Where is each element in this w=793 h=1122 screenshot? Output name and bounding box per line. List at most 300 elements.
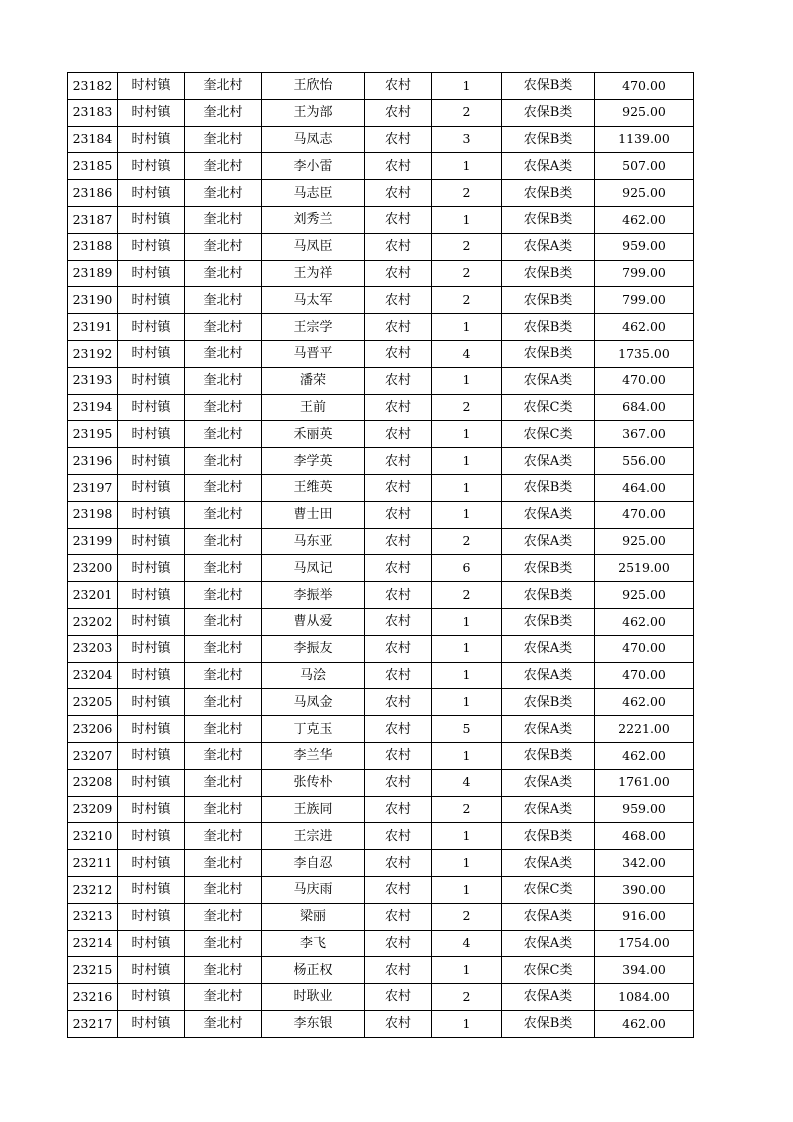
village-cell: 奎北村: [185, 957, 262, 984]
amount-cell: 462.00: [595, 1010, 694, 1037]
village-cell: 奎北村: [185, 1010, 262, 1037]
table-row: [68, 501, 694, 528]
serial-number-cell: 23184: [68, 126, 118, 153]
serial-number-cell: 23215: [68, 957, 118, 984]
category-cell: 农保B类: [502, 474, 595, 501]
household-size-cell: 2: [432, 233, 502, 260]
name-cell: 王宗进: [262, 823, 365, 850]
town-cell: 时村镇: [118, 99, 185, 126]
category-cell: 农保C类: [502, 876, 595, 903]
serial-number-cell: 23187: [68, 206, 118, 233]
area-type-cell: 农村: [365, 716, 432, 743]
serial-number-cell: 23211: [68, 850, 118, 877]
category-cell: 农保A类: [502, 501, 595, 528]
serial-number-cell: 23202: [68, 608, 118, 635]
table-row: [68, 796, 694, 823]
name-cell: 王为部: [262, 99, 365, 126]
area-type-cell: 农村: [365, 448, 432, 475]
serial-number-cell: 23191: [68, 314, 118, 341]
household-size-cell: 1: [432, 421, 502, 448]
household-size-cell: 1: [432, 689, 502, 716]
serial-number-cell: 23189: [68, 260, 118, 287]
category-cell: 农保B类: [502, 314, 595, 341]
name-cell: 马太军: [262, 287, 365, 314]
village-cell: 奎北村: [185, 340, 262, 367]
village-cell: 奎北村: [185, 126, 262, 153]
town-cell: 时村镇: [118, 823, 185, 850]
table-row: [68, 99, 694, 126]
serial-number-cell: 23206: [68, 716, 118, 743]
area-type-cell: 农村: [365, 823, 432, 850]
name-cell: 李兰华: [262, 742, 365, 769]
name-cell: 丁克玉: [262, 716, 365, 743]
household-size-cell: 1: [432, 608, 502, 635]
name-cell: 马晋平: [262, 340, 365, 367]
amount-cell: 1761.00: [595, 769, 694, 796]
table-row: [68, 689, 694, 716]
category-cell: 农保B类: [502, 206, 595, 233]
name-cell: 李东银: [262, 1010, 365, 1037]
table-row: [68, 153, 694, 180]
name-cell: 时耿业: [262, 984, 365, 1011]
table-row: [68, 716, 694, 743]
name-cell: 杨正权: [262, 957, 365, 984]
name-cell: 马凤金: [262, 689, 365, 716]
category-cell: 农保B类: [502, 260, 595, 287]
name-cell: 王族同: [262, 796, 365, 823]
table-row: [68, 73, 694, 100]
town-cell: 时村镇: [118, 742, 185, 769]
village-cell: 奎北村: [185, 180, 262, 207]
table-body: [68, 73, 694, 1038]
area-type-cell: 农村: [365, 635, 432, 662]
name-cell: 马庆雨: [262, 876, 365, 903]
category-cell: 农保A类: [502, 448, 595, 475]
village-cell: 奎北村: [185, 233, 262, 260]
serial-number-cell: 23208: [68, 769, 118, 796]
area-type-cell: 农村: [365, 180, 432, 207]
category-cell: 农保C类: [502, 957, 595, 984]
village-cell: 奎北村: [185, 474, 262, 501]
household-size-cell: 1: [432, 367, 502, 394]
town-cell: 时村镇: [118, 662, 185, 689]
name-cell: 马凤志: [262, 126, 365, 153]
household-size-cell: 1: [432, 314, 502, 341]
village-cell: 奎北村: [185, 582, 262, 609]
amount-cell: 470.00: [595, 635, 694, 662]
town-cell: 时村镇: [118, 957, 185, 984]
serial-number-cell: 23188: [68, 233, 118, 260]
category-cell: 农保A类: [502, 662, 595, 689]
area-type-cell: 农村: [365, 206, 432, 233]
area-type-cell: 农村: [365, 555, 432, 582]
area-type-cell: 农村: [365, 769, 432, 796]
household-size-cell: 2: [432, 903, 502, 930]
household-size-cell: 4: [432, 769, 502, 796]
name-cell: 马凤记: [262, 555, 365, 582]
amount-cell: 390.00: [595, 876, 694, 903]
table-row: [68, 287, 694, 314]
amount-cell: 2221.00: [595, 716, 694, 743]
village-cell: 奎北村: [185, 769, 262, 796]
town-cell: 时村镇: [118, 501, 185, 528]
category-cell: 农保A类: [502, 153, 595, 180]
village-cell: 奎北村: [185, 421, 262, 448]
name-cell: 李振友: [262, 635, 365, 662]
table-row: [68, 233, 694, 260]
name-cell: 潘荣: [262, 367, 365, 394]
area-type-cell: 农村: [365, 260, 432, 287]
serial-number-cell: 23186: [68, 180, 118, 207]
name-cell: 禾丽英: [262, 421, 365, 448]
table-row: [68, 903, 694, 930]
household-size-cell: 1: [432, 876, 502, 903]
serial-number-cell: 23197: [68, 474, 118, 501]
amount-cell: 462.00: [595, 206, 694, 233]
village-cell: 奎北村: [185, 796, 262, 823]
household-size-cell: 1: [432, 635, 502, 662]
amount-cell: 394.00: [595, 957, 694, 984]
village-cell: 奎北村: [185, 260, 262, 287]
town-cell: 时村镇: [118, 635, 185, 662]
serial-number-cell: 23207: [68, 742, 118, 769]
category-cell: 农保B类: [502, 582, 595, 609]
category-cell: 农保C类: [502, 394, 595, 421]
household-size-cell: 1: [432, 957, 502, 984]
amount-cell: 1084.00: [595, 984, 694, 1011]
town-cell: 时村镇: [118, 1010, 185, 1037]
serial-number-cell: 23190: [68, 287, 118, 314]
category-cell: 农保A类: [502, 769, 595, 796]
table-row: [68, 126, 694, 153]
town-cell: 时村镇: [118, 608, 185, 635]
amount-cell: 799.00: [595, 260, 694, 287]
serial-number-cell: 23200: [68, 555, 118, 582]
household-size-cell: 4: [432, 340, 502, 367]
table-row: [68, 984, 694, 1011]
amount-cell: 925.00: [595, 180, 694, 207]
amount-cell: 799.00: [595, 287, 694, 314]
category-cell: 农保A类: [502, 635, 595, 662]
area-type-cell: 农村: [365, 421, 432, 448]
village-cell: 奎北村: [185, 394, 262, 421]
amount-cell: 1735.00: [595, 340, 694, 367]
serial-number-cell: 23185: [68, 153, 118, 180]
table-row: [68, 474, 694, 501]
table-row: [68, 260, 694, 287]
household-size-cell: 2: [432, 287, 502, 314]
table-row: [68, 608, 694, 635]
town-cell: 时村镇: [118, 73, 185, 100]
serial-number-cell: 23214: [68, 930, 118, 957]
area-type-cell: 农村: [365, 903, 432, 930]
amount-cell: 342.00: [595, 850, 694, 877]
village-cell: 奎北村: [185, 99, 262, 126]
amount-cell: 462.00: [595, 689, 694, 716]
category-cell: 农保C类: [502, 421, 595, 448]
area-type-cell: 农村: [365, 394, 432, 421]
village-cell: 奎北村: [185, 153, 262, 180]
area-type-cell: 农村: [365, 957, 432, 984]
category-cell: 农保B类: [502, 99, 595, 126]
serial-number-cell: 23201: [68, 582, 118, 609]
town-cell: 时村镇: [118, 689, 185, 716]
household-size-cell: 2: [432, 796, 502, 823]
household-size-cell: 3: [432, 126, 502, 153]
name-cell: 李学英: [262, 448, 365, 475]
village-cell: 奎北村: [185, 635, 262, 662]
name-cell: 王为祥: [262, 260, 365, 287]
household-size-cell: 5: [432, 716, 502, 743]
town-cell: 时村镇: [118, 260, 185, 287]
category-cell: 农保B类: [502, 823, 595, 850]
category-cell: 农保B类: [502, 1010, 595, 1037]
household-size-cell: 1: [432, 850, 502, 877]
amount-cell: 2519.00: [595, 555, 694, 582]
category-cell: 农保B类: [502, 73, 595, 100]
table-row: [68, 635, 694, 662]
name-cell: 曹士田: [262, 501, 365, 528]
table-row: [68, 823, 694, 850]
table-row: [68, 340, 694, 367]
table-row: [68, 421, 694, 448]
table-row: [68, 555, 694, 582]
village-cell: 奎北村: [185, 716, 262, 743]
serial-number-cell: 23195: [68, 421, 118, 448]
serial-number-cell: 23216: [68, 984, 118, 1011]
town-cell: 时村镇: [118, 930, 185, 957]
village-cell: 奎北村: [185, 367, 262, 394]
serial-number-cell: 23183: [68, 99, 118, 126]
amount-cell: 462.00: [595, 608, 694, 635]
category-cell: 农保B类: [502, 608, 595, 635]
town-cell: 时村镇: [118, 984, 185, 1011]
town-cell: 时村镇: [118, 528, 185, 555]
town-cell: 时村镇: [118, 314, 185, 341]
amount-cell: 959.00: [595, 233, 694, 260]
amount-cell: 916.00: [595, 903, 694, 930]
name-cell: 梁丽: [262, 903, 365, 930]
household-size-cell: 2: [432, 180, 502, 207]
household-size-cell: 6: [432, 555, 502, 582]
area-type-cell: 农村: [365, 930, 432, 957]
area-type-cell: 农村: [365, 233, 432, 260]
category-cell: 农保B类: [502, 742, 595, 769]
household-size-cell: 1: [432, 662, 502, 689]
category-cell: 农保A类: [502, 716, 595, 743]
serial-number-cell: 23196: [68, 448, 118, 475]
name-cell: 李小雷: [262, 153, 365, 180]
serial-number-cell: 23193: [68, 367, 118, 394]
area-type-cell: 农村: [365, 689, 432, 716]
serial-number-cell: 23217: [68, 1010, 118, 1037]
town-cell: 时村镇: [118, 769, 185, 796]
town-cell: 时村镇: [118, 394, 185, 421]
household-size-cell: 1: [432, 823, 502, 850]
serial-number-cell: 23210: [68, 823, 118, 850]
name-cell: 李自忍: [262, 850, 365, 877]
household-size-cell: 2: [432, 528, 502, 555]
category-cell: 农保B类: [502, 180, 595, 207]
village-cell: 奎北村: [185, 984, 262, 1011]
amount-cell: 1139.00: [595, 126, 694, 153]
village-cell: 奎北村: [185, 689, 262, 716]
area-type-cell: 农村: [365, 340, 432, 367]
household-size-cell: 2: [432, 260, 502, 287]
category-cell: 农保A类: [502, 930, 595, 957]
village-cell: 奎北村: [185, 903, 262, 930]
area-type-cell: 农村: [365, 314, 432, 341]
village-cell: 奎北村: [185, 206, 262, 233]
table-row: [68, 957, 694, 984]
area-type-cell: 农村: [365, 501, 432, 528]
area-type-cell: 农村: [365, 367, 432, 394]
household-size-cell: 1: [432, 206, 502, 233]
town-cell: 时村镇: [118, 716, 185, 743]
household-size-cell: 2: [432, 99, 502, 126]
serial-number-cell: 23182: [68, 73, 118, 100]
household-size-cell: 2: [432, 582, 502, 609]
name-cell: 马东亚: [262, 528, 365, 555]
town-cell: 时村镇: [118, 340, 185, 367]
amount-cell: 470.00: [595, 501, 694, 528]
area-type-cell: 农村: [365, 99, 432, 126]
table-row: [68, 528, 694, 555]
household-size-cell: 1: [432, 501, 502, 528]
category-cell: 农保B类: [502, 287, 595, 314]
amount-cell: 925.00: [595, 528, 694, 555]
table-row: [68, 394, 694, 421]
name-cell: 李振举: [262, 582, 365, 609]
town-cell: 时村镇: [118, 153, 185, 180]
town-cell: 时村镇: [118, 233, 185, 260]
town-cell: 时村镇: [118, 582, 185, 609]
village-cell: 奎北村: [185, 528, 262, 555]
name-cell: 马浍: [262, 662, 365, 689]
village-cell: 奎北村: [185, 314, 262, 341]
amount-cell: 684.00: [595, 394, 694, 421]
amount-cell: 556.00: [595, 448, 694, 475]
area-type-cell: 农村: [365, 850, 432, 877]
village-cell: 奎北村: [185, 448, 262, 475]
amount-cell: 470.00: [595, 367, 694, 394]
name-cell: 李飞: [262, 930, 365, 957]
table-row: [68, 930, 694, 957]
name-cell: 王维英: [262, 474, 365, 501]
serial-number-cell: 23203: [68, 635, 118, 662]
area-type-cell: 农村: [365, 796, 432, 823]
town-cell: 时村镇: [118, 367, 185, 394]
amount-cell: 464.00: [595, 474, 694, 501]
table-row: [68, 876, 694, 903]
village-cell: 奎北村: [185, 742, 262, 769]
town-cell: 时村镇: [118, 474, 185, 501]
area-type-cell: 农村: [365, 474, 432, 501]
category-cell: 农保A类: [502, 903, 595, 930]
name-cell: 马志臣: [262, 180, 365, 207]
village-cell: 奎北村: [185, 555, 262, 582]
town-cell: 时村镇: [118, 421, 185, 448]
category-cell: 农保B类: [502, 689, 595, 716]
table-row: [68, 206, 694, 233]
household-size-cell: 1: [432, 73, 502, 100]
area-type-cell: 农村: [365, 984, 432, 1011]
table-row: [68, 742, 694, 769]
table-row: [68, 582, 694, 609]
town-cell: 时村镇: [118, 796, 185, 823]
amount-cell: 462.00: [595, 742, 694, 769]
area-type-cell: 农村: [365, 582, 432, 609]
household-size-cell: 2: [432, 984, 502, 1011]
area-type-cell: 农村: [365, 126, 432, 153]
amount-cell: 925.00: [595, 99, 694, 126]
town-cell: 时村镇: [118, 180, 185, 207]
town-cell: 时村镇: [118, 287, 185, 314]
household-size-cell: 2: [432, 394, 502, 421]
amount-cell: 507.00: [595, 153, 694, 180]
household-size-cell: 1: [432, 1010, 502, 1037]
household-size-cell: 1: [432, 742, 502, 769]
area-type-cell: 农村: [365, 608, 432, 635]
village-cell: 奎北村: [185, 287, 262, 314]
category-cell: 农保B类: [502, 340, 595, 367]
table-row: [68, 448, 694, 475]
amount-cell: 367.00: [595, 421, 694, 448]
serial-number-cell: 23192: [68, 340, 118, 367]
village-cell: 奎北村: [185, 73, 262, 100]
area-type-cell: 农村: [365, 287, 432, 314]
name-cell: 马凤臣: [262, 233, 365, 260]
name-cell: 曹从爱: [262, 608, 365, 635]
table-row: [68, 850, 694, 877]
name-cell: 刘秀兰: [262, 206, 365, 233]
table-row: [68, 662, 694, 689]
serial-number-cell: 23194: [68, 394, 118, 421]
village-cell: 奎北村: [185, 823, 262, 850]
village-cell: 奎北村: [185, 608, 262, 635]
name-cell: 王前: [262, 394, 365, 421]
table-row: [68, 180, 694, 207]
town-cell: 时村镇: [118, 555, 185, 582]
amount-cell: 925.00: [595, 582, 694, 609]
serial-number-cell: 23209: [68, 796, 118, 823]
serial-number-cell: 23199: [68, 528, 118, 555]
name-cell: 王欣怡: [262, 73, 365, 100]
data-table: [67, 72, 694, 1038]
area-type-cell: 农村: [365, 662, 432, 689]
category-cell: 农保A类: [502, 984, 595, 1011]
household-size-cell: 1: [432, 448, 502, 475]
category-cell: 农保B类: [502, 126, 595, 153]
category-cell: 农保A类: [502, 367, 595, 394]
amount-cell: 470.00: [595, 662, 694, 689]
category-cell: 农保A类: [502, 796, 595, 823]
town-cell: 时村镇: [118, 850, 185, 877]
village-cell: 奎北村: [185, 876, 262, 903]
town-cell: 时村镇: [118, 876, 185, 903]
category-cell: 农保A类: [502, 528, 595, 555]
town-cell: 时村镇: [118, 903, 185, 930]
village-cell: 奎北村: [185, 850, 262, 877]
village-cell: 奎北村: [185, 930, 262, 957]
amount-cell: 1754.00: [595, 930, 694, 957]
town-cell: 时村镇: [118, 126, 185, 153]
area-type-cell: 农村: [365, 876, 432, 903]
village-cell: 奎北村: [185, 662, 262, 689]
table-row: [68, 314, 694, 341]
area-type-cell: 农村: [365, 153, 432, 180]
village-cell: 奎北村: [185, 501, 262, 528]
